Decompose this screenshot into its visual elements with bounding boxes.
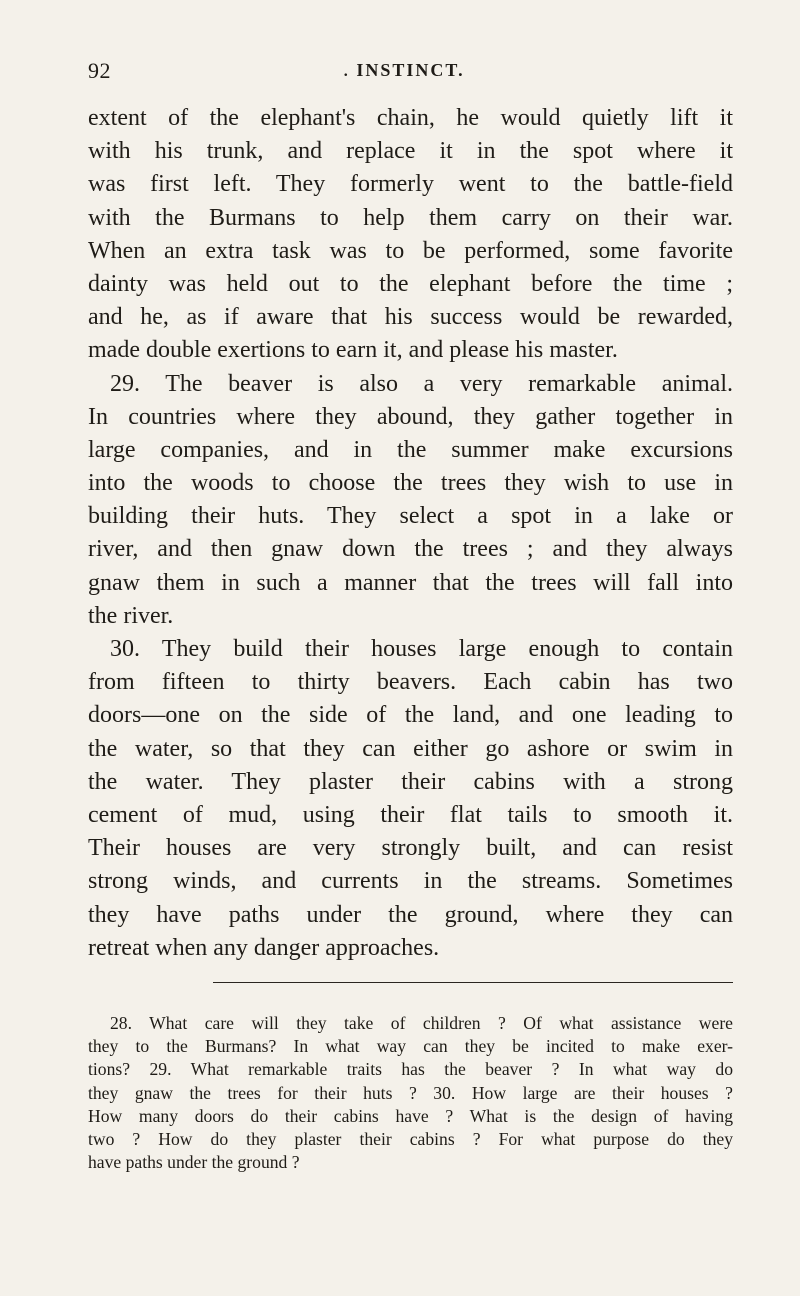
body-line: extent of the elephant's chain, he would quietly lift it bbox=[88, 105, 733, 131]
page-header bbox=[88, 58, 733, 88]
body-line: doors—one on the side of the land, and one leading to bbox=[88, 702, 733, 729]
footnote-line: tions? 29. What remarkable traits has the beaver ? In what way do bbox=[88, 1059, 733, 1080]
footnote-line: have paths under the ground ? bbox=[88, 1152, 300, 1173]
body-line: In countries where they abound, they gather together in bbox=[88, 403, 733, 430]
body-line: with the Burmans to help them carry on their war. bbox=[88, 204, 733, 231]
body-line: the water, so that they can either go ashore or swim in bbox=[88, 735, 733, 762]
body-line: gnaw them in such a manner that the trees will fall into bbox=[88, 569, 733, 596]
body-line: from fifteen to thirty beavers. Each cabin has two bbox=[88, 669, 733, 696]
body-line: building their huts. They select a spot in a lake or bbox=[88, 503, 733, 530]
footnote-line: 28. What care will they take of children ? Of what assistance were bbox=[110, 1013, 733, 1033]
footnote-line: they to the Burmans? In what way can they be incited to make exer- bbox=[88, 1036, 733, 1057]
body-line: cement of mud, using their flat tails to smooth it. bbox=[88, 801, 733, 828]
body-line: When an extra task was to be performed, some favorite bbox=[88, 237, 733, 264]
body-line: Their houses are very strongly built, and can resist bbox=[88, 835, 733, 862]
paragraph-start-30: 30. They build their houses large enough to contain bbox=[110, 636, 733, 662]
body-line: the water. They plaster their cabins with a strong bbox=[88, 768, 733, 795]
body-line: river, and then gnaw down the trees ; and they always bbox=[88, 536, 733, 563]
footnote-line: How many doors do their cabins have ? What is the design of having bbox=[88, 1105, 733, 1126]
body-line: strong winds, and currents in the streams. Sometimes bbox=[88, 868, 733, 895]
page-number: 92 bbox=[88, 58, 111, 83]
running-title: INSTINCT. bbox=[356, 60, 465, 80]
body-line: and he, as if aware that his success would be rewarded, bbox=[88, 304, 733, 331]
body-text bbox=[88, 102, 733, 965]
footnote-line: they gnaw the trees for their huts ? 30. How large are their houses ? bbox=[88, 1082, 733, 1103]
body-line: retreat when any danger approaches. bbox=[88, 934, 440, 961]
paragraph-start-29: 29. The beaver is also a very remarkable animal. bbox=[110, 370, 733, 397]
header-dot: . bbox=[343, 56, 349, 81]
body-line: with his trunk, and replace it in the spot where it bbox=[88, 138, 733, 165]
body-line: into the woods to choose the trees they wish to use in bbox=[88, 470, 733, 497]
body-line: was first left. They formerly went to the battle-field bbox=[88, 171, 733, 198]
body-line: they have paths under the ground, where they can bbox=[88, 901, 733, 928]
footnote-line: two ? How do they plaster their cabins ? For what purpose do they bbox=[88, 1128, 733, 1149]
footnote-questions bbox=[88, 1012, 733, 1174]
footnote-divider bbox=[213, 982, 733, 983]
body-line: large companies, and in the summer make excursions bbox=[88, 436, 733, 463]
body-line: the river. bbox=[88, 602, 174, 629]
body-line: made double exertions to earn it, and please his master. bbox=[88, 337, 618, 364]
body-line: dainty was held out to the elephant before the time ; bbox=[88, 270, 733, 297]
